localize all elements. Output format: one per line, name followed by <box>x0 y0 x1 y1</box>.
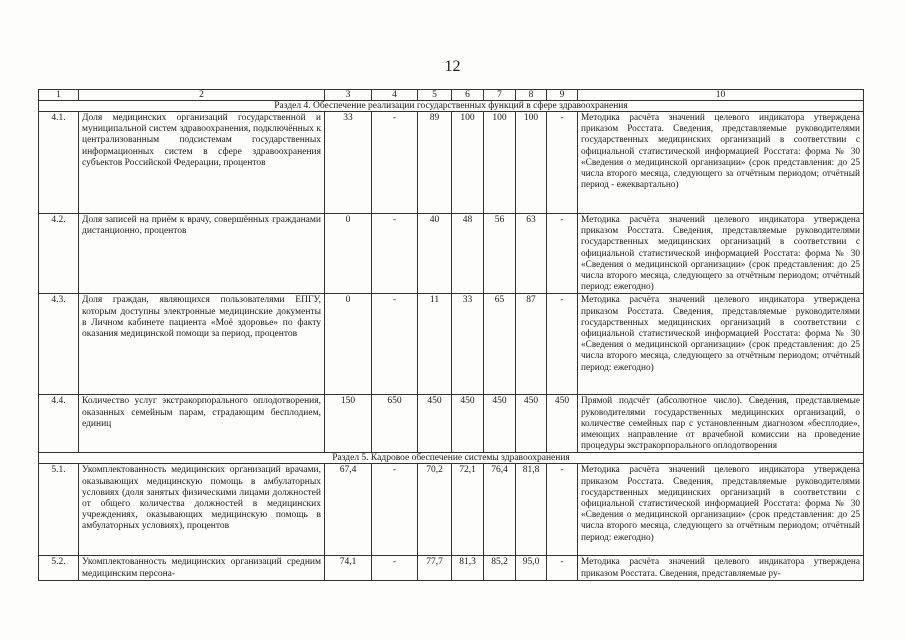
indicator-name: Количество услуг экстракорпорального оплодотворения, оказанных семейным парам, страдающим бесплодием, единиц <box>79 395 325 453</box>
column-number: 1 <box>39 90 79 101</box>
section-header-row <box>39 101 864 112</box>
indicator-value: 74,1 <box>325 556 372 580</box>
indicator-name: Укомплектованность медицинских организаций средним медицинским персона- <box>79 556 325 580</box>
indicator-value: 81,3 <box>452 556 484 580</box>
row-number: 4.3. <box>39 294 79 395</box>
indicators-table <box>38 89 864 581</box>
calculation-method: Методика расчёта значений целевого индикатора утверждена приказом Росстата. Сведения, представляемые руководителями государственных медицинских организаций в соответствии с официальной статистической информацией Росстата: форма № 30 «Сведения о медицинской организации» (срок представления: до 25 числа второго месяца, следующего за отчётным периодом; отчётный период - ежеквартально) <box>578 112 864 214</box>
indicator-value: 650 <box>372 395 418 453</box>
indicator-name: Доля граждан, являющихся пользователями ЕПГУ, которым доступны электронные медицинские документы в Личном кабинете пациента «Моё здоровье» по факту оказания медицинской помощи за период, процентов <box>79 294 325 395</box>
indicator-value: - <box>372 464 418 556</box>
section-title: Раздел 5. Кадровое обеспечение системы здравоохранения <box>39 453 864 464</box>
column-number: 4 <box>372 90 418 101</box>
calculation-method: Методика расчёта значений целевого индикатора утверждена приказом Росстата. Сведения, представляемые руководителями государственных медицинских организаций в соответствии с официальной статистической информацией Росстата: форма № 30 «Сведения о медицинской организации» (срок представления: до 25 числа второго месяца, следующего за отчётным периодом; отчётный период: ежегодно) <box>578 464 864 556</box>
indicator-value: - <box>547 464 578 556</box>
row-number: 4.1. <box>39 112 79 214</box>
row-number: 4.4. <box>39 395 79 453</box>
indicator-value: 63 <box>516 214 547 294</box>
indicator-value: 81,8 <box>516 464 547 556</box>
indicator-value: 65 <box>484 294 516 395</box>
indicator-value: 77,7 <box>418 556 452 580</box>
column-number-row <box>39 90 864 101</box>
column-number: 9 <box>547 90 578 101</box>
column-number: 3 <box>325 90 372 101</box>
column-number: 8 <box>516 90 547 101</box>
table-row <box>39 214 864 294</box>
indicator-value: - <box>372 214 418 294</box>
indicator-value: 100 <box>452 112 484 214</box>
indicator-value: - <box>547 294 578 395</box>
indicator-value: 85,2 <box>484 556 516 580</box>
indicator-value: 33 <box>452 294 484 395</box>
indicator-value: - <box>547 214 578 294</box>
row-number: 4.2. <box>39 214 79 294</box>
indicator-value: 48 <box>452 214 484 294</box>
page-number: 12 <box>444 58 461 75</box>
indicator-value: - <box>547 112 578 214</box>
indicator-value: 89 <box>418 112 452 214</box>
indicator-value: 450 <box>484 395 516 453</box>
indicator-value: - <box>372 556 418 580</box>
indicator-value: 11 <box>418 294 452 395</box>
indicator-name: Доля записей на приём к врачу, совершённых гражданами дистанционно, процентов <box>79 214 325 294</box>
indicator-value: - <box>372 294 418 395</box>
indicator-value: 450 <box>516 395 547 453</box>
indicator-value: 67,4 <box>325 464 372 556</box>
indicator-value: 100 <box>516 112 547 214</box>
table-row <box>39 294 864 395</box>
column-number: 7 <box>484 90 516 101</box>
indicator-value: 0 <box>325 214 372 294</box>
indicator-name: Доля медицинских организаций государственной и муниципальной систем здравоохранения, подключённых к централизованным подсистемам государственных информационных систем в сфере здравоохранения субъектов Российской Федерации, процентов <box>79 112 325 214</box>
indicator-value: 76,4 <box>484 464 516 556</box>
section-header-row <box>39 453 864 464</box>
indicator-value: 40 <box>418 214 452 294</box>
indicator-name: Укомплектованность медицинских организаций врачами, оказывающих медицинскую помощь в амбулаторных условиях (доля занятых физическими лицами должностей от общего количества должностей в медицинских учреждениях, оказывающих медицинскую помощь в амбулаторных условиях), процентов <box>79 464 325 556</box>
indicator-value: - <box>372 112 418 214</box>
column-number: 10 <box>578 90 864 101</box>
indicator-value: 0 <box>325 294 372 395</box>
row-number: 5.1. <box>39 464 79 556</box>
indicator-value: 33 <box>325 112 372 214</box>
indicator-value: 450 <box>452 395 484 453</box>
table-row <box>39 395 864 453</box>
column-number: 2 <box>79 90 325 101</box>
indicator-value: 56 <box>484 214 516 294</box>
indicator-value: 72,1 <box>452 464 484 556</box>
indicator-value: 87 <box>516 294 547 395</box>
indicator-value: 100 <box>484 112 516 214</box>
indicator-value: 70,2 <box>418 464 452 556</box>
indicator-value: - <box>547 556 578 580</box>
calculation-method: Методика расчёта значений целевого индикатора утверждена приказом Росстата. Сведения, представляемые руководителями государственных медицинских организаций в соответствии с официальной статистической информацией Росстата: форма № 30 «Сведения о медицинской организации» (срок представления: до 25 числа второго месяца, следующего за отчётным периодом; отчётный период: ежегодно) <box>578 214 864 294</box>
table-row <box>39 556 864 580</box>
column-number: 5 <box>418 90 452 101</box>
section-title: Раздел 4. Обеспечение реализации государственных функций в сфере здравоохранения <box>39 101 864 112</box>
column-number: 6 <box>452 90 484 101</box>
indicator-value: 450 <box>547 395 578 453</box>
calculation-method: Методика расчёта значений целевого индикатора утверждена приказом Росстата. Сведения, представляемые руководителями государственных медицинских организаций в соответствии с официальной статистической информацией Росстата: форма № 30 «Сведения о медицинской организации» (срок представления: до 25 числа второго месяца, следующего за отчётным периодом; отчётный период: ежегодно) <box>578 294 864 395</box>
row-number: 5.2. <box>39 556 79 580</box>
calculation-method: Методика расчёта значений целевого индикатора утверждена приказом Росстата. Сведения, представляемые ру- <box>578 556 864 580</box>
indicator-value: 150 <box>325 395 372 453</box>
table-row <box>39 464 864 556</box>
table-row <box>39 112 864 214</box>
indicator-value: 95,0 <box>516 556 547 580</box>
indicator-value: 450 <box>418 395 452 453</box>
calculation-method: Прямой подсчёт (абсолютное число). Сведения, представляемые руководителями государственных медицинских организаций, о количестве семейных пар с установленным диагнозом «бесплодие», имеющих направление от врачебной комиссии на проведение процедуры экстракорпорального оплодотворения <box>578 395 864 453</box>
